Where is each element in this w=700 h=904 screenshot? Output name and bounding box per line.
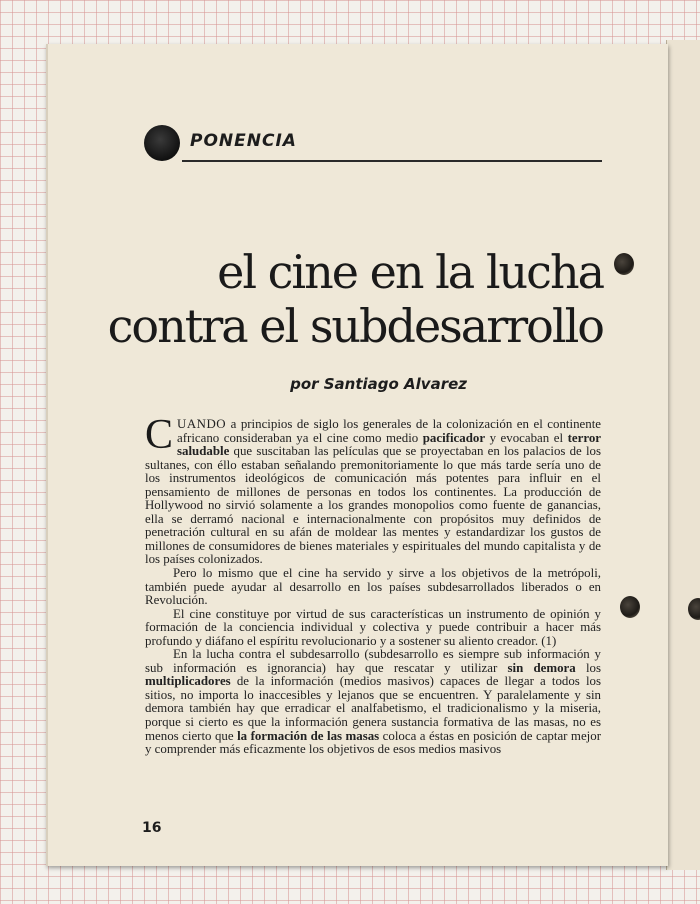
paragraph-4 bbox=[145, 648, 601, 756]
paragraph-2: Pero lo mismo que el cine ha servido y sirve a los objetivos de la metrópoli, también puede ayudar al desarrollo en los países subdesarrollados liberados o en Revolución. bbox=[145, 566, 601, 608]
bold-text: la formación de las masas bbox=[237, 728, 380, 743]
byline: por Santiago Alvarez bbox=[290, 375, 467, 393]
text-run: coloca a éstas en posición de captar mejor y comprender más eficazmente los objetivos de esos medios masivos bbox=[145, 728, 602, 757]
text-run: y evocaban el bbox=[485, 430, 568, 445]
bold-text: terror saludable bbox=[177, 430, 601, 459]
binding-hole bbox=[620, 596, 640, 618]
text-run: los bbox=[575, 660, 601, 675]
bold-text: multiplicadores bbox=[145, 674, 231, 689]
section-badge-icon bbox=[144, 125, 180, 161]
text-run: que suscitaban las películas que se proyectaban en los palacios de los sultanes, con éllo estaban señalando premonitoriamente lo que más tarde sería uno de los instrumentos ideológicos de comunicación más potentes para influir en el pensamiento de millones de personas en todos los continentes. La producción de Hollywood no sirvió solamente a los grandes monopolios como fuente de ganancias, ella se derramó nacional e internacionalmente con propósitos muy definidos de penetración cultural en su afán de moldear las mentes y estandardizar los gustos de millones de consumidores de bienes materiales y espirituales del mundo capitalista y de los países colonizados. bbox=[145, 444, 601, 567]
article-title-line-2: contra el subdesarrollo bbox=[107, 299, 603, 353]
text-run: En la lucha contra el subdesarrollo (subdesarrollo es siempre sub información y sub información es ignorancia) hay que rescatar y utilizar bbox=[145, 647, 601, 675]
section-label: PONENCIA bbox=[190, 131, 297, 151]
article-title-line-1: el cine en la lucha bbox=[217, 245, 603, 299]
next-page-edge bbox=[666, 40, 700, 870]
bold-text: sin demora bbox=[507, 660, 576, 675]
opening-word: UANDO bbox=[177, 417, 227, 431]
section-rule bbox=[182, 160, 602, 162]
binding-hole bbox=[614, 253, 634, 275]
page-number: 16 bbox=[142, 820, 162, 836]
paragraph-1 bbox=[145, 412, 601, 567]
article-body bbox=[145, 412, 602, 757]
paragraph-3: El cine constituye por virtud de sus características un instrumento de opinión y formación de la conciencia individual y colectiva y puede contribuir a hacer más profundo y diáfano el espíritu revolucionario y a sostener su aliento creador. (1) bbox=[145, 606, 601, 648]
text-run: a principios de siglo los generales de la colonización en el continente africano consideraban ya el cine como medio bbox=[177, 417, 601, 445]
text-run: de la información (medios masivos) capaces de llegar a todos los sitios, no importa lo inaccesibles y lejanos que se encuentren. Y paralelamente y sin demora también hay que erradicar el analfabetismo, el tradicionalismo y la miseria, porque si cierto es que la información genera sustancia formativa de las masas, no es menos cierto que bbox=[145, 674, 601, 743]
bold-text: pacificador bbox=[422, 430, 486, 445]
drop-cap: C bbox=[145, 412, 174, 458]
